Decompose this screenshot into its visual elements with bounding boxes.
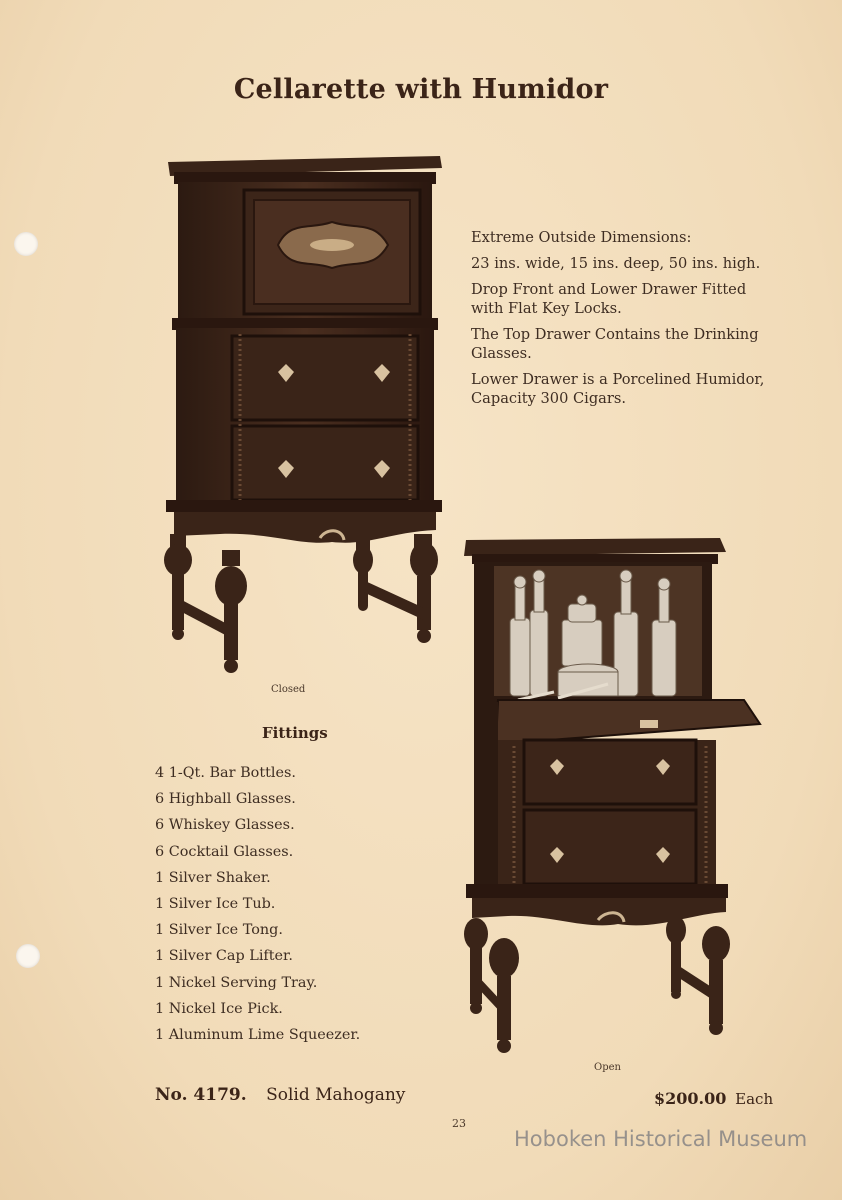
list-item: 6 Highball Glasses. xyxy=(155,791,296,808)
list-item: 1 Silver Ice Tong. xyxy=(155,922,283,939)
open-cabinet-illustration xyxy=(458,534,768,1064)
price-line xyxy=(654,1089,773,1108)
dimensions-humidor: Lower Drawer is a Porcelined Humidor, Capacity 300 Cigars. xyxy=(471,371,765,407)
dimensions-heading: Extreme Outside Dimensions: xyxy=(471,229,692,246)
list-item: 1 Nickel Serving Tray. xyxy=(155,974,318,991)
list-item: 1 Silver Ice Tub. xyxy=(155,896,276,913)
dimensions-description xyxy=(471,228,781,415)
caption-open: Open xyxy=(594,1062,621,1073)
product-number: No. 4179. xyxy=(155,1085,247,1105)
punch-hole-top xyxy=(14,232,38,256)
dimensions-locks: Drop Front and Lower Drawer Fitted with Flat Key Locks. xyxy=(471,281,747,317)
fittings-heading: Fittings xyxy=(262,724,328,742)
list-item: 4 1-Qt. Bar Bottles. xyxy=(155,765,296,781)
caption-closed: Closed xyxy=(271,684,306,695)
list-item: 1 Silver Shaker. xyxy=(155,869,271,886)
closed-cabinet-illustration xyxy=(160,150,450,685)
dimensions-size: 23 ins. wide, 15 ins. deep, 50 ins. high. xyxy=(471,255,761,272)
page-title: Cellarette with Humidor xyxy=(233,74,609,105)
product-price: $200.00 xyxy=(654,1089,727,1108)
watermark-text: Hoboken Historical Museum xyxy=(514,1127,808,1151)
punch-hole-bottom xyxy=(16,944,40,968)
product-material: Solid Mahogany xyxy=(266,1085,406,1105)
dimensions-top-drawer: The Top Drawer Contains the Drinking Glasses. xyxy=(471,326,759,362)
price-unit: Each xyxy=(735,1090,774,1108)
list-item: 6 Cocktail Glasses. xyxy=(155,843,294,860)
product-line xyxy=(155,1085,405,1105)
list-item: 1 Aluminum Lime Squeezer. xyxy=(155,1027,361,1044)
page-number: 23 xyxy=(452,1117,466,1130)
fittings-list xyxy=(155,760,360,1048)
list-item: 1 Silver Cap Lifter. xyxy=(155,948,293,965)
list-item: 6 Whiskey Glasses. xyxy=(155,817,295,834)
list-item: 1 Nickel Ice Pick. xyxy=(155,1000,283,1017)
